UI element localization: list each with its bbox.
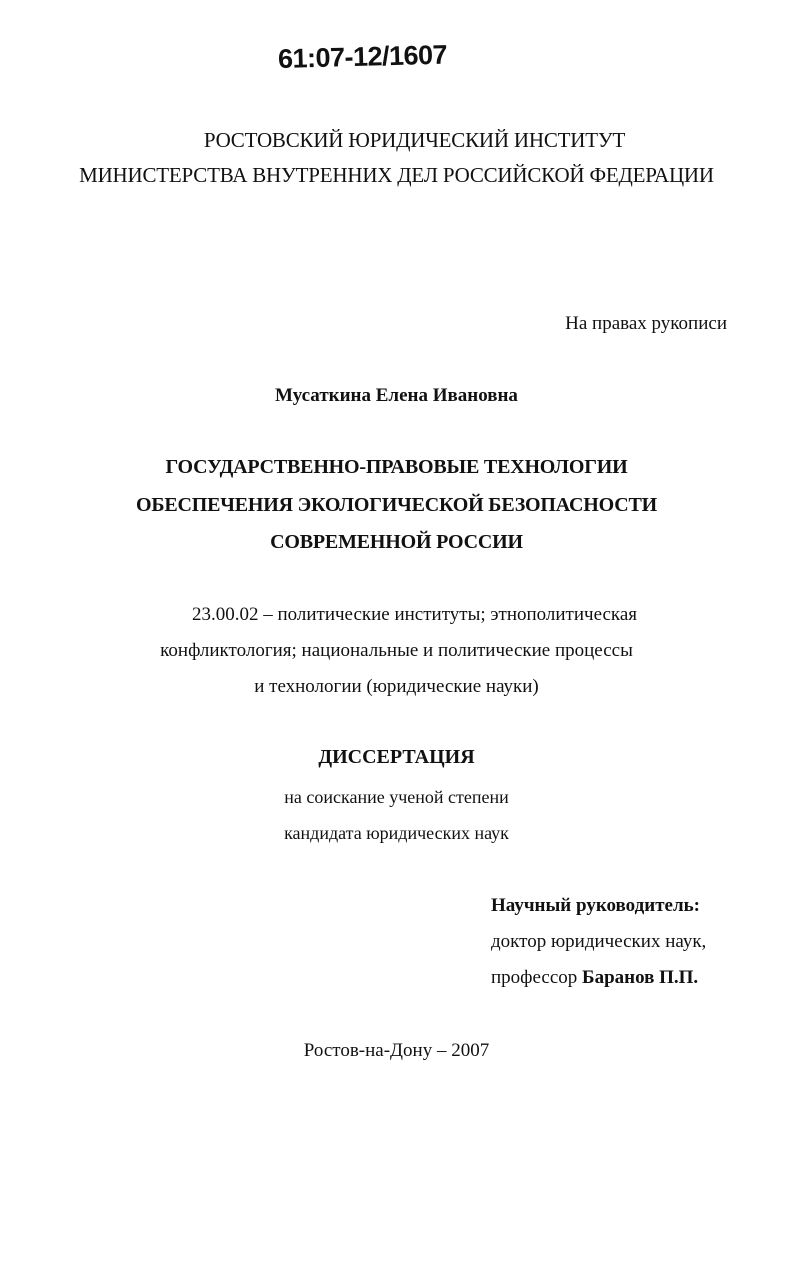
author-name: Мусаткина Елена Ивановна bbox=[275, 385, 518, 406]
archive-code-stamp: 61:07-12/1607 bbox=[277, 39, 448, 74]
specialty-line-2: конфликтология; национальные и политические процессы bbox=[160, 640, 633, 661]
advisor-title-prefix: профессор bbox=[491, 967, 578, 988]
specialty-line-1: 23.00.02 – политические институты; этнополитическая bbox=[191, 604, 638, 625]
thesis-title-line-3: СОВРЕМЕННОЙ РОССИИ bbox=[270, 531, 523, 553]
advisor-label: Научный руководитель: bbox=[491, 895, 700, 916]
thesis-title-line-1: ГОСУДАРСТВЕННО-ПРАВОВЫЕ ТЕХНОЛОГИИ bbox=[165, 456, 628, 478]
advisor-name: Баранов П.П. bbox=[582, 967, 699, 988]
advisor-degree: доктор юридических наук, bbox=[491, 931, 707, 952]
dissertation-heading: ДИССЕРТАЦИЯ bbox=[318, 746, 475, 768]
degree-line-1: на соискание ученой степени bbox=[284, 787, 509, 807]
specialty-line-3: и технологии (юридические науки) bbox=[254, 676, 539, 697]
manuscript-rights-note: На правах рукописи bbox=[565, 313, 727, 334]
institute-name-line-2: МИНИСТЕРСТВА ВНУТРЕННИХ ДЕЛ РОССИЙСКОЙ ФЕДЕРАЦИИ bbox=[79, 163, 714, 187]
institute-name-line-1: РОСТОВСКИЙ ЮРИДИЧЕСКИЙ ИНСТИТУТ bbox=[203, 128, 626, 152]
thesis-title-line-2: ОБЕСПЕЧЕНИЯ ЭКОЛОГИЧЕСКОЙ БЕЗОПАСНОСТИ bbox=[136, 494, 657, 516]
degree-line-2: кандидата юридических наук bbox=[284, 823, 509, 843]
city-year: Ростов-на-Дону – 2007 bbox=[303, 1040, 490, 1061]
advisor-title-name bbox=[491, 967, 698, 989]
